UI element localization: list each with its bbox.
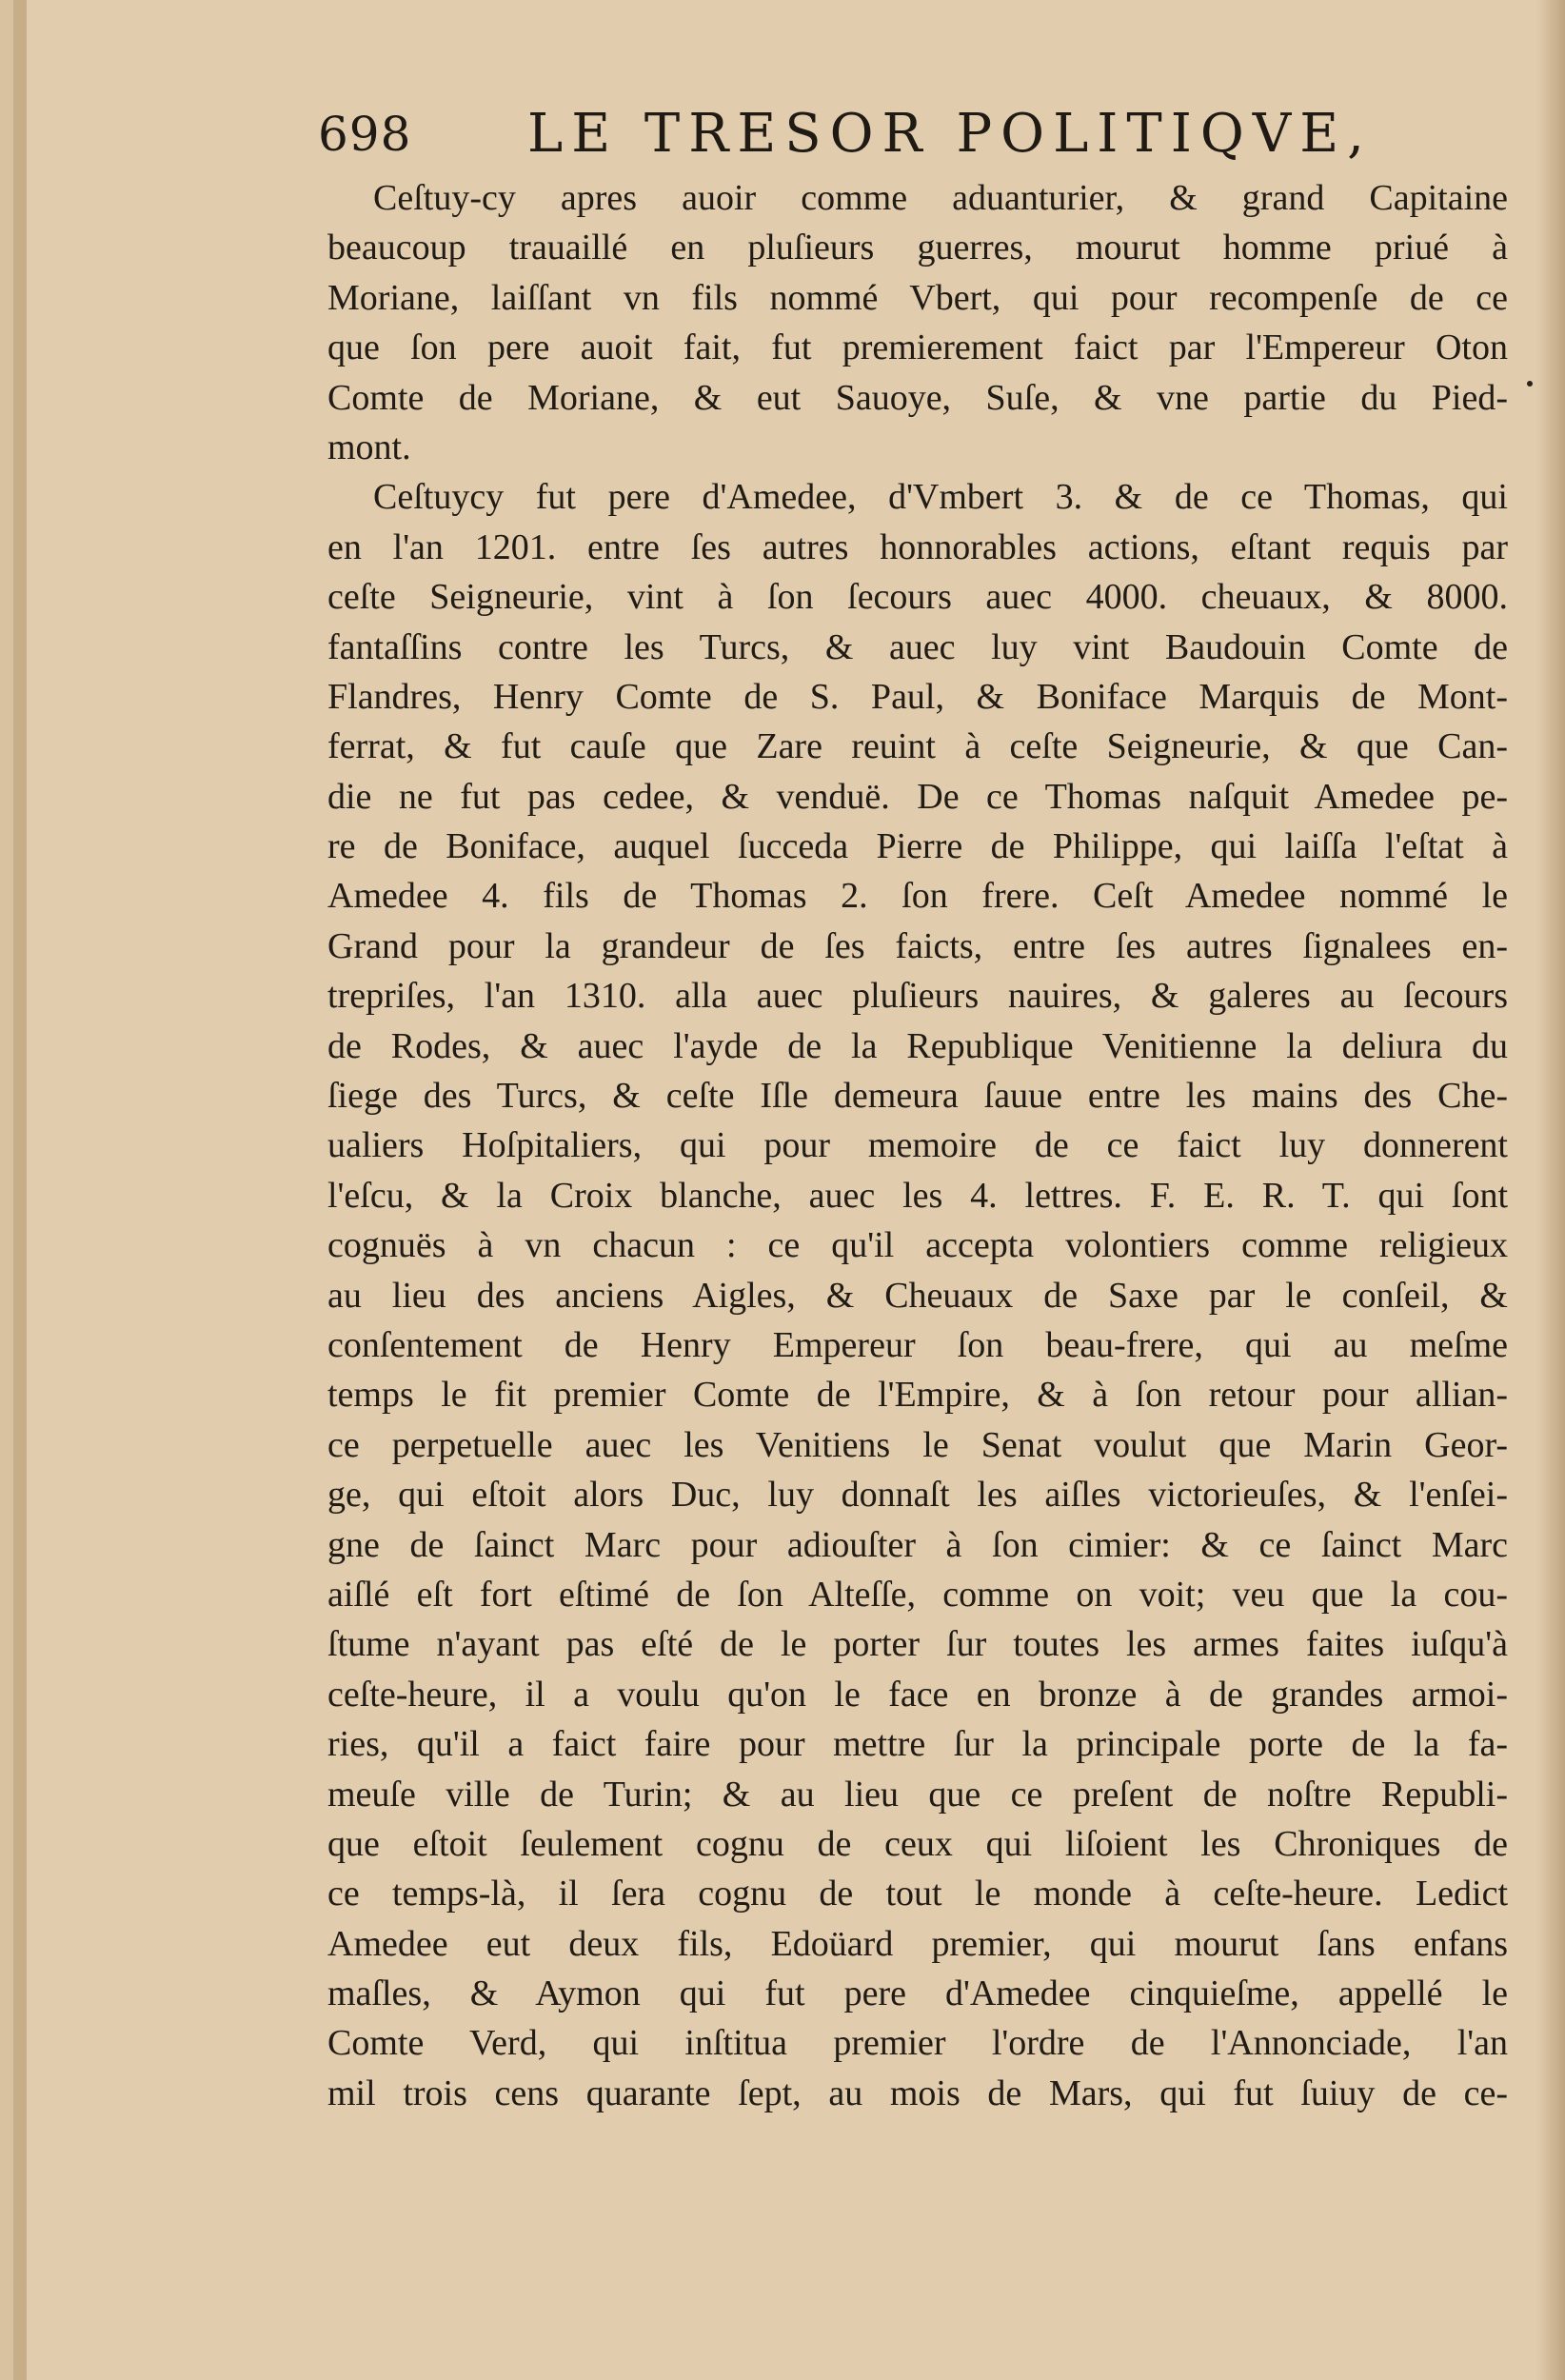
text-line: temps le fit premier Comte de l'Empire, & à ſon retour pour allian- (327, 1375, 1508, 1416)
page-gutter-shadow (13, 0, 27, 2380)
page-edge-shadow (1536, 0, 1565, 2380)
text-line: ce temps-là, il ſera cognu de tout le monde à ceſte-heure. Ledict (327, 1874, 1508, 1914)
text-line: die ne fut pas cedee, & venduë. De ce Thomas naſquit Amedee pe- (327, 776, 1508, 817)
text-line: ſtume n'ayant pas eſté de le porter ſur toutes les armes faites iuſqu'à (327, 1624, 1508, 1665)
text-line: ce perpetuelle auec les Venitiens le Senat voulut que Marin Geor- (327, 1424, 1508, 1465)
text-line: meuſe ville de Turin; & au lieu que ce preſent de noſtre Republi- (327, 1774, 1508, 1815)
running-title: LE TRESOR POLITIQVE, (527, 103, 1373, 165)
text-line: que eſtoit ſeulement cognu de ceux qui liſoient les Chroniques de (327, 1823, 1508, 1864)
text-line: ceſte-heure, il a voulu qu'on le face en bronze à de grandes armoi- (327, 1674, 1508, 1715)
page-header (308, 88, 1373, 173)
paragraph-2 (327, 472, 1508, 2118)
text-line: fantaſſins contre les Turcs, & auec luy vint Baudouin Comte de (327, 626, 1508, 667)
text-line: beaucoup trauaillé en pluſieurs guerres, mourut homme priué à (327, 228, 1508, 268)
text-line: cognuës à vn chacun : ce qu'il accepta volontiers comme religieux (327, 1225, 1508, 1266)
text-line: trepriſes, l'an 1310. alla auec pluſieurs nauires, & galeres au ſecours (327, 976, 1508, 1017)
book-page (13, 0, 1565, 2380)
ink-speck (1527, 381, 1533, 387)
text-line: ſiege des Turcs, & ceſte Iſle demeura ſauue entre les mains des Che- (327, 1076, 1508, 1117)
text-line: ferrat, & fut cauſe que Zare reuint à ceſte Seigneurie, & que Can- (327, 726, 1508, 767)
text-line: re de Boniface, auquel ſucceda Pierre de Philippe, qui laiſſa l'eſtat à (327, 826, 1508, 867)
text-line: de Rodes, & auec l'ayde de la Republique Venitienne la deliura du (327, 1025, 1508, 1066)
text-line: gne de ſainct Marc pour adiouſter à ſon cimier: & ce ſainct Marc (327, 1524, 1508, 1565)
text-line: en l'an 1201. entre ſes autres honnorables actions, eſtant requis par (327, 526, 1508, 567)
text-line: mont. (327, 426, 411, 467)
body-text (327, 173, 1508, 2118)
text-line: Flandres, Henry Comte de S. Paul, & Boniface Marquis de Mont- (327, 676, 1508, 717)
text-line: au lieu des anciens Aigles, & Cheuaux de Saxe par le conſeil, & (327, 1275, 1508, 1316)
text-line: Moriane, laiſſant vn fils nommé Vbert, qui pour recompenſe de ce (327, 277, 1508, 318)
paragraph-1 (327, 173, 1508, 472)
page-number: 698 (318, 107, 412, 162)
text-line: que ſon pere auoit fait, fut premierement faict par l'Empereur Oton (327, 327, 1508, 368)
text-line: Grand pour la grandeur de ſes faicts, entre ſes autres ſignalees en- (327, 925, 1508, 966)
text-line: conſentement de Henry Empereur ſon beau-frere, qui au meſme (327, 1324, 1508, 1365)
text-line: Amedee eut deux fils, Edoüard premier, qui mourut ſans enfans (327, 1923, 1508, 1964)
text-line: maſles, & Aymon qui fut pere d'Amedee cinquieſme, appellé le (327, 1973, 1508, 2014)
text-line: ge, qui eſtoit alors Duc, luy donnaſt les aiſles victorieuſes, & l'enſei- (327, 1475, 1508, 1516)
text-line: ries, qu'il a faict faire pour mettre ſur la principale porte de la fa- (327, 1724, 1508, 1765)
text-line: aiſlé eſt fort eſtimé de ſon Alteſſe, comme on voit; veu que la cou- (327, 1574, 1508, 1615)
text-line: Amedee 4. fils de Thomas 2. ſon frere. Ceſt Amedee nommé le (327, 876, 1508, 917)
text-line: Comte de Moriane, & eut Sauoye, Suſe, & vne partie du Pied- (327, 377, 1508, 418)
text-line: Comte Verd, qui inſtitua premier l'ordre de l'Annonciade, l'an (327, 2023, 1508, 2064)
text-line: mil trois cens quarante ſept, au mois de Mars, qui fut ſuiuy de ce- (327, 2073, 1508, 2113)
text-line: ualiers Hoſpitaliers, qui pour memoire de ce faict luy donnerent (327, 1125, 1508, 1166)
text-line: Ceſtuycy fut pere d'Amedee, d'Vmbert 3. & de ce Thomas, qui (373, 477, 1508, 518)
text-line: ceſte Seigneurie, vint à ſon ſecours auec 4000. cheuaux, & 8000. (327, 577, 1508, 618)
text-line: Ceſtuy-cy apres auoir comme aduanturier, & grand Capitaine (373, 178, 1508, 218)
text-line: l'eſcu, & la Croix blanche, auec les 4. lettres. F. E. R. T. qui ſont (327, 1175, 1508, 1216)
